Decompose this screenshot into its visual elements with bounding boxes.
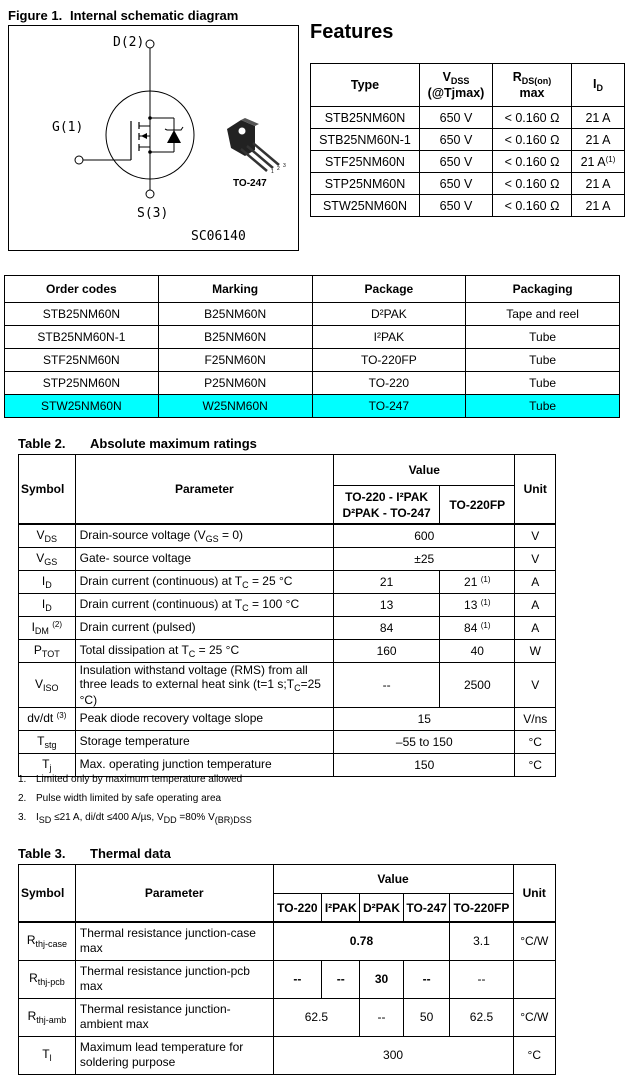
t3-unit: °C/W xyxy=(513,922,555,960)
package: TO-220 xyxy=(312,372,466,395)
feature-type: STB25NM60N xyxy=(311,107,420,129)
rating-unit: A xyxy=(515,616,556,639)
order-code: STB25NM60N-1 xyxy=(5,326,159,349)
ratings-row xyxy=(19,593,556,616)
table3-caption: Thermal data xyxy=(90,846,171,861)
header-id: $I_D$ xyxy=(572,64,625,107)
order-row xyxy=(5,349,620,372)
drain-label: D(2) xyxy=(113,35,145,50)
t3-value: -- xyxy=(273,960,322,998)
rating-value: 150 xyxy=(334,753,515,776)
ratings-row xyxy=(19,524,556,547)
note-2: 2. Pulse width limited by safe operating area xyxy=(18,793,222,804)
t3-header-value: Value xyxy=(273,865,513,894)
rating-value-fp: 21 $^{(1)}$ xyxy=(440,570,515,593)
rating-symbol: $T_j$ xyxy=(19,753,76,776)
t3-value: -- xyxy=(450,960,513,998)
table2-title xyxy=(18,436,257,451)
marking: B25NM60N xyxy=(158,326,312,349)
header-type: Type xyxy=(311,64,420,107)
to247-package-icon xyxy=(227,118,279,171)
package: D²PAK xyxy=(312,303,466,326)
packaging: Tube xyxy=(466,326,620,349)
order-code: STW25NM60N xyxy=(5,395,159,418)
ratings-row xyxy=(19,570,556,593)
order-code: STP25NM60N xyxy=(5,372,159,395)
rating-symbol: $I_{DM}$ $^{(2)}$ xyxy=(19,616,76,639)
gate-label: G(1) xyxy=(52,120,84,135)
t3-header-unit: Unit xyxy=(513,865,555,923)
ratings-row xyxy=(19,547,556,570)
order-row xyxy=(5,395,620,418)
features-row xyxy=(311,129,625,151)
t3-value: 0.78 xyxy=(273,922,450,960)
t3-header-parameter: Parameter xyxy=(75,865,273,923)
orders-header-row xyxy=(5,276,620,303)
t3-param: Thermal resistance junction-case max xyxy=(75,922,273,960)
feature-rds: < 0.160 Ω xyxy=(493,129,572,151)
rating-unit: V/ns xyxy=(515,707,556,730)
t2-header-col2: TO-220FP xyxy=(440,486,515,525)
features-title: Features xyxy=(310,21,394,43)
packaging: Tape and reel xyxy=(466,303,620,326)
table2-number: Table 2. xyxy=(18,436,66,451)
rating-value: 13 xyxy=(334,593,440,616)
order-codes-table xyxy=(4,275,620,418)
t3-value: 300 xyxy=(273,1036,513,1074)
feature-id: 21 $A^{(1)}$ xyxy=(572,151,625,173)
rating-value: –55 to 150 xyxy=(334,730,515,753)
t3-col-d2pak: D²PAK xyxy=(360,894,404,923)
features-row xyxy=(311,173,625,195)
feature-rds: < 0.160 Ω xyxy=(493,195,572,217)
feature-type: STW25NM60N xyxy=(311,195,420,217)
feature-vdss: 650 V xyxy=(420,173,493,195)
t2-header-unit: Unit xyxy=(515,455,556,525)
feature-rds: < 0.160 Ω xyxy=(493,173,572,195)
rating-value: 160 xyxy=(334,639,440,662)
rating-symbol: $V_{ISO}$ xyxy=(19,662,76,707)
ratings-row xyxy=(19,662,556,707)
t2-header-symbol: Symbol xyxy=(19,455,76,525)
pin3-label: 3 xyxy=(283,163,286,169)
figure-number: Figure 1. xyxy=(8,8,63,23)
t3-col-to220: TO-220 xyxy=(273,894,322,923)
rating-value-fp: 84 $^{(1)}$ xyxy=(440,616,515,639)
header-order-codes: Order codes xyxy=(5,276,159,303)
rating-value: -- xyxy=(334,662,440,707)
rating-parameter: Drain current (continuous) at $T_C = 25$ °C xyxy=(75,570,333,593)
rating-parameter: Peak diode recovery voltage slope xyxy=(75,707,333,730)
feature-type: STF25NM60N xyxy=(311,151,420,173)
rating-symbol: $V_{DS}$ xyxy=(19,524,76,547)
t3-value: 62.5 xyxy=(273,998,360,1036)
table3-number: Table 3. xyxy=(18,846,66,861)
t3-param: Thermal resistance junction-ambient max xyxy=(75,998,273,1036)
package: TO-247 xyxy=(312,395,466,418)
features-table xyxy=(310,63,625,217)
t3-symbol: $R_{thj-pcb}$ xyxy=(19,960,76,998)
t3-param: Maximum lead temperature for soldering purpose xyxy=(75,1036,273,1074)
pin1-label: 1 xyxy=(271,169,274,175)
features-header-row xyxy=(311,64,625,107)
rating-unit: A xyxy=(515,570,556,593)
t2-header-value: Value xyxy=(334,455,515,486)
t3-unit: °C xyxy=(513,1036,555,1074)
rating-symbol: $V_{GS}$ xyxy=(19,547,76,570)
rating-value: 21 xyxy=(334,570,440,593)
rating-unit: W xyxy=(515,639,556,662)
feature-rds: < 0.160 Ω xyxy=(493,107,572,129)
rating-unit: A xyxy=(515,593,556,616)
package: TO-220FP xyxy=(312,349,466,372)
order-row xyxy=(5,303,620,326)
figure-title xyxy=(8,8,238,23)
features-row xyxy=(311,107,625,129)
rating-parameter: Storage temperature xyxy=(75,730,333,753)
rating-value: ±25 xyxy=(334,547,515,570)
header-package: Package xyxy=(312,276,466,303)
t3-value: 3.1 xyxy=(450,922,513,960)
t3-col-to247: TO-247 xyxy=(403,894,450,923)
feature-id: 21 A xyxy=(572,195,625,217)
feature-id: 21 A xyxy=(572,173,625,195)
t3-value: 50 xyxy=(403,998,450,1036)
t3-value: 30 xyxy=(360,960,404,998)
rating-unit: V xyxy=(515,524,556,547)
feature-rds: < 0.160 Ω xyxy=(493,151,572,173)
rating-value-fp: 2500 xyxy=(440,662,515,707)
rating-parameter: Total dissipation at $T_C = 25$ °C xyxy=(75,639,333,662)
marking: P25NM60N xyxy=(158,372,312,395)
rating-parameter: Drain current (continuous) at $T_C = 100$ °C xyxy=(75,593,333,616)
t3-symbol: $T_l$ xyxy=(19,1036,76,1074)
drawing-code: SC06140 xyxy=(191,229,246,244)
rating-value-fp: 40 xyxy=(440,639,515,662)
t3-param: Thermal resistance junction-pcb max xyxy=(75,960,273,998)
feature-vdss: 650 V xyxy=(420,195,493,217)
t3-value: -- xyxy=(360,998,404,1036)
feature-type: STP25NM60N xyxy=(311,173,420,195)
t3-col-to220fp: TO-220FP xyxy=(450,894,513,923)
ratings-row xyxy=(19,616,556,639)
header-marking: Marking xyxy=(158,276,312,303)
order-row xyxy=(5,326,620,349)
t2-header-parameter: Parameter xyxy=(75,455,333,525)
rating-unit: V xyxy=(515,662,556,707)
schematic-diagram xyxy=(8,25,299,251)
t3-value: 62.5 xyxy=(450,998,513,1036)
ratings-row xyxy=(19,730,556,753)
feature-id: 21 A xyxy=(572,107,625,129)
marking: F25NM60N xyxy=(158,349,312,372)
features-row xyxy=(311,195,625,217)
rating-parameter: Insulation withstand voltage (RMS) from all three leads to external heat sink (t=1 $s;T_C=25$ °C) xyxy=(75,662,333,707)
t3-row-rthj-amb xyxy=(19,998,556,1036)
marking: W25NM60N xyxy=(158,395,312,418)
package-label: TO-247 xyxy=(233,178,267,189)
packaging: Tube xyxy=(466,395,620,418)
packaging: Tube xyxy=(466,349,620,372)
rating-symbol: $I_D$ xyxy=(19,570,76,593)
rating-value: 84 xyxy=(334,616,440,639)
rating-unit: V xyxy=(515,547,556,570)
pin2-label: 2 xyxy=(277,166,280,172)
feature-id: 21 A xyxy=(572,129,625,151)
t3-header-symbol: Symbol xyxy=(19,865,76,923)
order-code: STF25NM60N xyxy=(5,349,159,372)
table2-notes xyxy=(18,770,252,830)
t3-unit xyxy=(513,960,555,998)
absolute-max-ratings-table xyxy=(18,454,556,777)
ratings-row xyxy=(19,707,556,730)
rating-symbol: $T_{stg}$ xyxy=(19,730,76,753)
rating-symbol: $P_{TOT}$ xyxy=(19,639,76,662)
rating-unit: °C xyxy=(515,730,556,753)
rating-parameter: Max. operating junction temperature xyxy=(75,753,333,776)
t3-symbol: $R_{thj-case}$ xyxy=(19,922,76,960)
note-1: 1. Limited only by maximum temperature allowed xyxy=(18,774,243,785)
figure-caption: Internal schematic diagram xyxy=(70,8,239,23)
marking: B25NM60N xyxy=(158,303,312,326)
rating-value-fp: 13 $^{(1)}$ xyxy=(440,593,515,616)
package: I²PAK xyxy=(312,326,466,349)
order-code: STB25NM60N xyxy=(5,303,159,326)
t3-col-i2pak: I²PAK xyxy=(322,894,360,923)
rating-value: 15 xyxy=(334,707,515,730)
features-row xyxy=(311,151,625,173)
t3-row-rthj-pcb xyxy=(19,960,556,998)
rating-value: 600 xyxy=(334,524,515,547)
ratings-row xyxy=(19,639,556,662)
t3-value: -- xyxy=(403,960,450,998)
t2-header-col1: TO-220 - I²PAK D²PAK - TO-247 xyxy=(334,486,440,525)
header-rds: $R_{DS(on)}$ max xyxy=(493,64,572,107)
table2-caption: Absolute maximum ratings xyxy=(90,436,257,451)
feature-type: STB25NM60N-1 xyxy=(311,129,420,151)
rating-symbol: dv/dt $^{(3)}$ xyxy=(19,707,76,730)
feature-vdss: 650 V xyxy=(420,151,493,173)
note-3: 3. $I_{SD} \le 21$ A, di/dt ≤400 A/µs, $V_{DD} =80\%$ $V_{(BR)DSS}$ xyxy=(18,812,252,825)
packaging: Tube xyxy=(466,372,620,395)
feature-vdss: 650 V xyxy=(420,107,493,129)
t3-value: -- xyxy=(322,960,360,998)
table3-title xyxy=(18,846,171,861)
rating-unit: °C xyxy=(515,753,556,776)
t3-symbol: $R_{thj-amb}$ xyxy=(19,998,76,1036)
feature-vdss: 650 V xyxy=(420,129,493,151)
rating-parameter: Drain-source voltage $(V_{GS} = 0)$ xyxy=(75,524,333,547)
t3-unit: °C/W xyxy=(513,998,555,1036)
header-packaging: Packaging xyxy=(466,276,620,303)
rating-symbol: $I_D$ xyxy=(19,593,76,616)
t3-row-tl xyxy=(19,1036,556,1074)
header-vdss: $V_{DSS}$ (@Tjmax) xyxy=(420,64,493,107)
rating-parameter: Gate- source voltage xyxy=(75,547,333,570)
t3-row-rthj-case xyxy=(19,922,556,960)
rating-parameter: Drain current (pulsed) xyxy=(75,616,333,639)
order-row xyxy=(5,372,620,395)
source-label: S(3) xyxy=(137,206,169,221)
thermal-data-table xyxy=(18,864,556,1075)
